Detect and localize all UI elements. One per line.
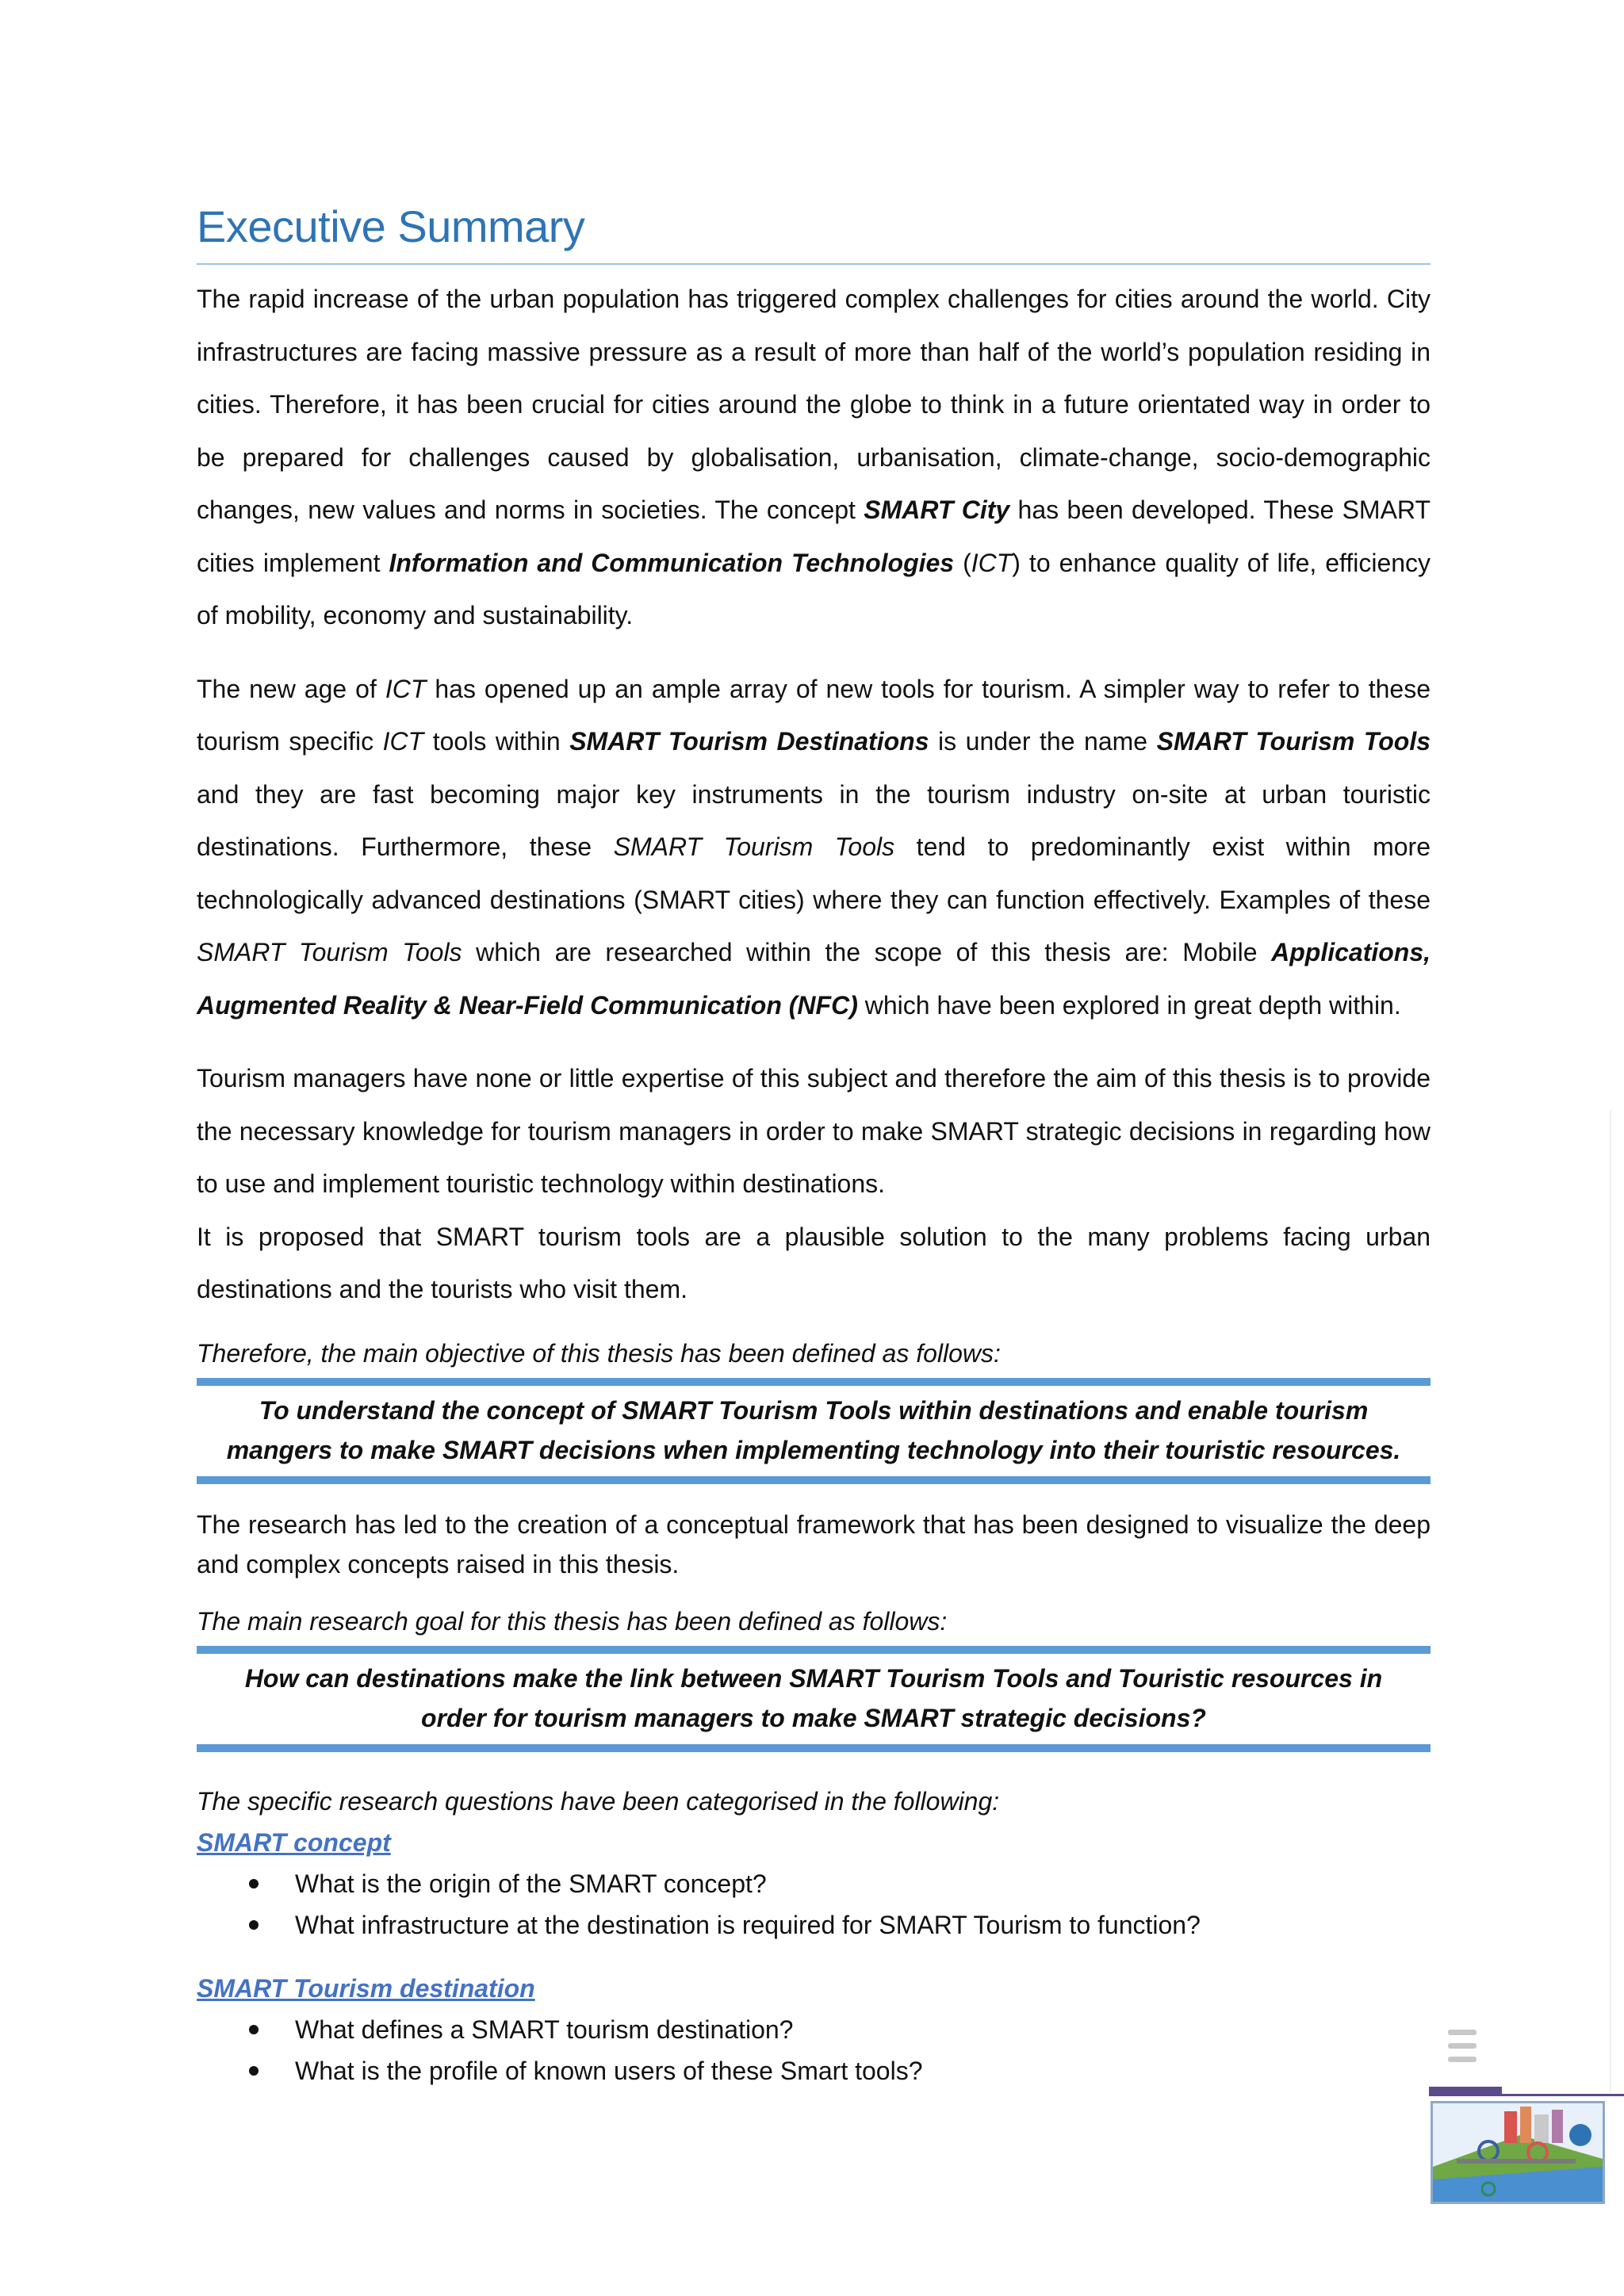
- paragraph-aim: Tourism managers have none or little expertise of this subject and therefore the aim of this thesis is to provide the necessary knowledge for tourism managers in order to make SMART strategic decisions in regarding how to use and implement touristic technology within destinations.: [197, 1064, 1431, 1198]
- section-label-smart-tourism-destination[interactable]: SMART Tourism destination: [197, 1973, 535, 2003]
- section-smart-tourism-destination: [197, 1968, 1431, 2091]
- question-list-smart-tourism-destination: [197, 2009, 1431, 2091]
- menu-lines-icon: [1448, 2030, 1496, 2072]
- questions-intro: The specific research questions have been categorised in the following:: [197, 1786, 1000, 1816]
- page-title: Executive Summary: [197, 198, 1431, 265]
- paragraph-smart-city: The rapid increase of the urban population has triggered complex challenges for cities around the world. City infrastructures are facing massive pressure as a result of more than half of the world’s population residing in cities. Therefore, it has been crucial for cities around the globe to think in a future orientated way in order to be prepared for challenges caused by globalisation, urbanisation, climate-change, socio-demographic changes, new values and norms in societies. The concept SMART City has been developed. These SMART cities implement Information and Communication Technologies (ICT) to enhance quality of life, efficiency of mobility, economy and sustainability.: [197, 285, 1431, 629]
- section-label-smart-concept[interactable]: SMART concept: [197, 1827, 391, 1857]
- page-edge-shadow: [1610, 1110, 1611, 2093]
- page-content: [197, 198, 1431, 2091]
- paragraph-smart-tools: The new age of ICT has opened up an ample array of new tools for tourism. A simpler way to refer to these tourism specific ICT tools within SMART Tourism Destinations is under the name SMART Tourism Tools and they are fast becoming major key instruments in the tourism industry on-site at urban touristic destinations. Furthermore, these SMART Tourism Tools tend to predominantly exist within more technologically advanced destinations (SMART cities) where they can function effectively. Examples of these SMART Tourism Tools which are researched within the scope of this thesis are: Mobile Applications, Augmented Reality & Near-Field Communication (NFC) which have been explored in great depth within.: [197, 674, 1431, 1020]
- objective-intro: Therefore, the main objective of this thesis has been defined as follows:: [197, 1338, 1001, 1368]
- goal-box: How can destinations make the link between SMART Tourism Tools and Touristic resources in order for tourism managers to make SMART strategic decisions?: [197, 1646, 1431, 1752]
- list-item: What is the profile of known users of these Smart tools?: [197, 2050, 1431, 2091]
- footer-accent-bar: [1429, 2087, 1502, 2096]
- question-list-smart-concept: [197, 1863, 1431, 1946]
- city-illustration-svg: [1433, 2103, 1603, 2202]
- city-illustration-icon: [1431, 2101, 1605, 2204]
- list-item: What is the origin of the SMART concept?: [197, 1863, 1431, 1904]
- list-item: What infrastructure at the destination is required for SMART Tourism to function?: [197, 1904, 1431, 1946]
- list-item: What defines a SMART tourism destination?: [197, 2009, 1431, 2050]
- footer-accent-rule: [1502, 2094, 1624, 2096]
- objective-box: To understand the concept of SMART Tourism Tools within destinations and enable tourism mangers to make SMART decisions when implementing technology into their touristic resources.: [197, 1378, 1431, 1484]
- paragraph-framework: The research has led to the creation of a conceptual framework that has been designed to visualize the deep and complex concepts raised in this thesis.: [197, 1510, 1431, 1578]
- section-smart-concept: [197, 1822, 1431, 1946]
- goal-intro: The main research goal for this thesis has been defined as follows:: [197, 1606, 948, 1636]
- paragraph-proposal: It is proposed that SMART tourism tools are a plausible solution to the many problems facing urban destinations and the tourists who visit them.: [197, 1222, 1431, 1303]
